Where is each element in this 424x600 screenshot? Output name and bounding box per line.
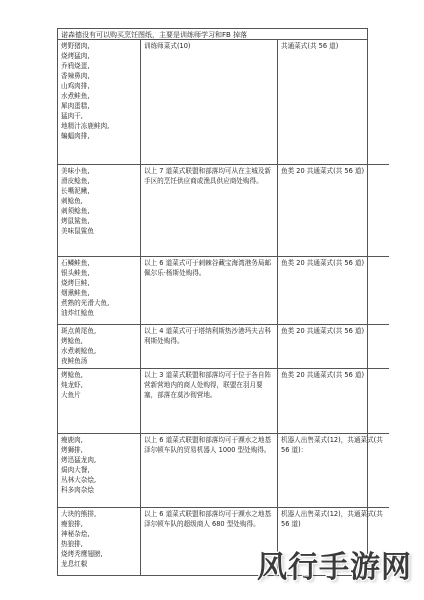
recipe-item: 烤迅猛龙肉,	[61, 455, 97, 464]
recipe-item: 斑点黄尾鱼,	[61, 326, 97, 335]
recipe-notes-cell: 鱼类 20 共通菜式(共 56 道)	[278, 324, 390, 368]
recipe-item: 乔鸦烧蛋,	[61, 62, 90, 70]
document-header: 诺森德没有可以购买烹饪图纸，主要是训练师学习和FB 掉落	[58, 29, 367, 40]
recipe-item: 水煮刺鲶鱼,	[61, 346, 97, 355]
recipe-item: 神秘杂烩,	[61, 529, 90, 538]
recipe-item: 瘦狼排,	[61, 519, 83, 528]
recipe-item: 长嘴泥鳅,	[61, 186, 90, 195]
recipe-item: 银头鲑鱼,	[61, 268, 90, 277]
recipe-document	[57, 28, 383, 576]
recipe-list-cell	[58, 433, 141, 507]
recipe-item: 烤狮排,	[61, 445, 83, 454]
recipe-notes-cell: 共通菜式(共 56 道)	[278, 40, 390, 164]
recipe-item: 香辣鼻肉,	[61, 72, 90, 80]
recipe-item: 美味鼠鲨鱼	[61, 226, 94, 235]
recipe-item: 猛肉干,	[61, 112, 83, 120]
recipe-table	[58, 40, 389, 575]
recipe-item: 龙息红椒	[61, 559, 88, 568]
recipe-notes-cell: 鱼类 20 共通菜式(共 56 道)	[278, 368, 390, 433]
recipe-item: 夜鲑鱼汤	[61, 356, 88, 365]
recipe-item: 刺鲶鱼,	[61, 196, 83, 205]
recipe-source-cell: 以上 6 道菜式联盟和部落均可于濒水之地基泽尔顿车队的超级商人 680 型处购得。	[141, 507, 278, 575]
recipe-item: 大鱼片	[61, 390, 81, 399]
recipe-source-cell: 以上 4 道菜式可于塔纳利斯热沙港玛夫吉科利斯处购得。	[141, 324, 278, 368]
recipe-item: 烧烤猛肉,	[61, 52, 90, 60]
recipe-item: 烧烤巨鲑,	[61, 278, 90, 287]
recipe-item: 大块的熊排,	[61, 509, 97, 518]
recipe-source-cell: 以上 7 道菜式联盟和部落均可从在主城及新手区的烹饪供应商或渔具供应商处购得。	[141, 164, 278, 256]
table-row	[58, 368, 389, 433]
recipe-item: 烤鲶鱼,	[61, 336, 83, 345]
recipe-item: 烤鲶鱼,	[61, 370, 83, 379]
recipe-notes-cell: 鱼类 20 共通菜式(共 56 道)	[278, 164, 390, 256]
recipe-list-cell	[58, 164, 141, 256]
recipe-item: 烤鼠鲨鱼,	[61, 216, 90, 225]
recipe-item: 煮熟的光滑大鱼,	[61, 298, 110, 307]
recipe-item: 焗肉大餐,	[61, 465, 90, 474]
recipe-item: 烧烤秃鹰翅膀,	[61, 549, 103, 558]
recipe-item: 地精汁冻鹿鲑肉,	[61, 122, 110, 130]
recipe-list-cell	[58, 368, 141, 433]
recipe-item: 犀肉蛋糕,	[61, 102, 90, 110]
recipe-item: 热狼排,	[61, 539, 83, 548]
recipe-item: 滑皮鲶鱼,	[61, 176, 90, 185]
recipe-item: 科多肉杂烩	[61, 485, 94, 494]
recipe-notes-cell: 鱼类 20 共通菜式(共 56 道)	[278, 256, 390, 324]
table-row	[58, 256, 389, 324]
recipe-notes-cell: 机器人出售菜式(12)，共通菜式(共 56 道)：	[278, 433, 390, 507]
recipe-item: 油炸红鲶鱼	[61, 308, 94, 317]
recipe-item: 蝙蝠肉排,	[61, 132, 90, 140]
recipe-list-cell	[58, 40, 141, 164]
table-row	[58, 164, 389, 256]
recipe-list-cell	[58, 256, 141, 324]
recipe-item: 丛林大杂烩,	[61, 475, 97, 484]
site-watermark: 风行手游网	[257, 550, 412, 585]
recipe-notes-cell: 机器人出售菜式(12)，共通菜式(共 56 道)	[278, 507, 390, 575]
recipe-source-cell: 以上 6 道菜式可于刺棘谷藏宝海湾港务局邮佩尔乐·杨斯处购得。	[141, 256, 278, 324]
recipe-item: 炖龙虾,	[61, 380, 83, 389]
recipe-source-cell: 以上 6 道菜式联盟和部落均可于濒水之地基泽尔顿车队的贸易机器人 1000 型处购得。	[141, 433, 278, 507]
recipe-source-cell: 训练师菜式(10)	[141, 40, 278, 164]
recipe-item: 美味小鱼,	[61, 166, 90, 175]
table-row	[58, 40, 389, 164]
recipe-list-cell	[58, 507, 141, 575]
recipe-source-cell: 以上 3 道菜式联盟和部落均可于位于各自阵营新营地内的商人处购得，联盟在羽月要塞，部落在莫沙彻营地。	[141, 368, 278, 433]
recipe-item: 烤野猪肉,	[61, 42, 90, 50]
recipe-item: 刺须鲶鱼,	[61, 206, 90, 215]
recipe-item: 烟熏鲑鱼,	[61, 288, 90, 297]
recipe-item: 瘦鹿肉,	[61, 435, 83, 444]
recipe-item: 石鳞鲑鱼,	[61, 258, 90, 267]
table-row	[58, 433, 389, 507]
recipe-item: 水煮鲑鱼,	[61, 92, 90, 100]
recipe-list-cell	[58, 324, 141, 368]
table-row	[58, 324, 389, 368]
recipe-item: 山鸡肉排,	[61, 82, 90, 90]
